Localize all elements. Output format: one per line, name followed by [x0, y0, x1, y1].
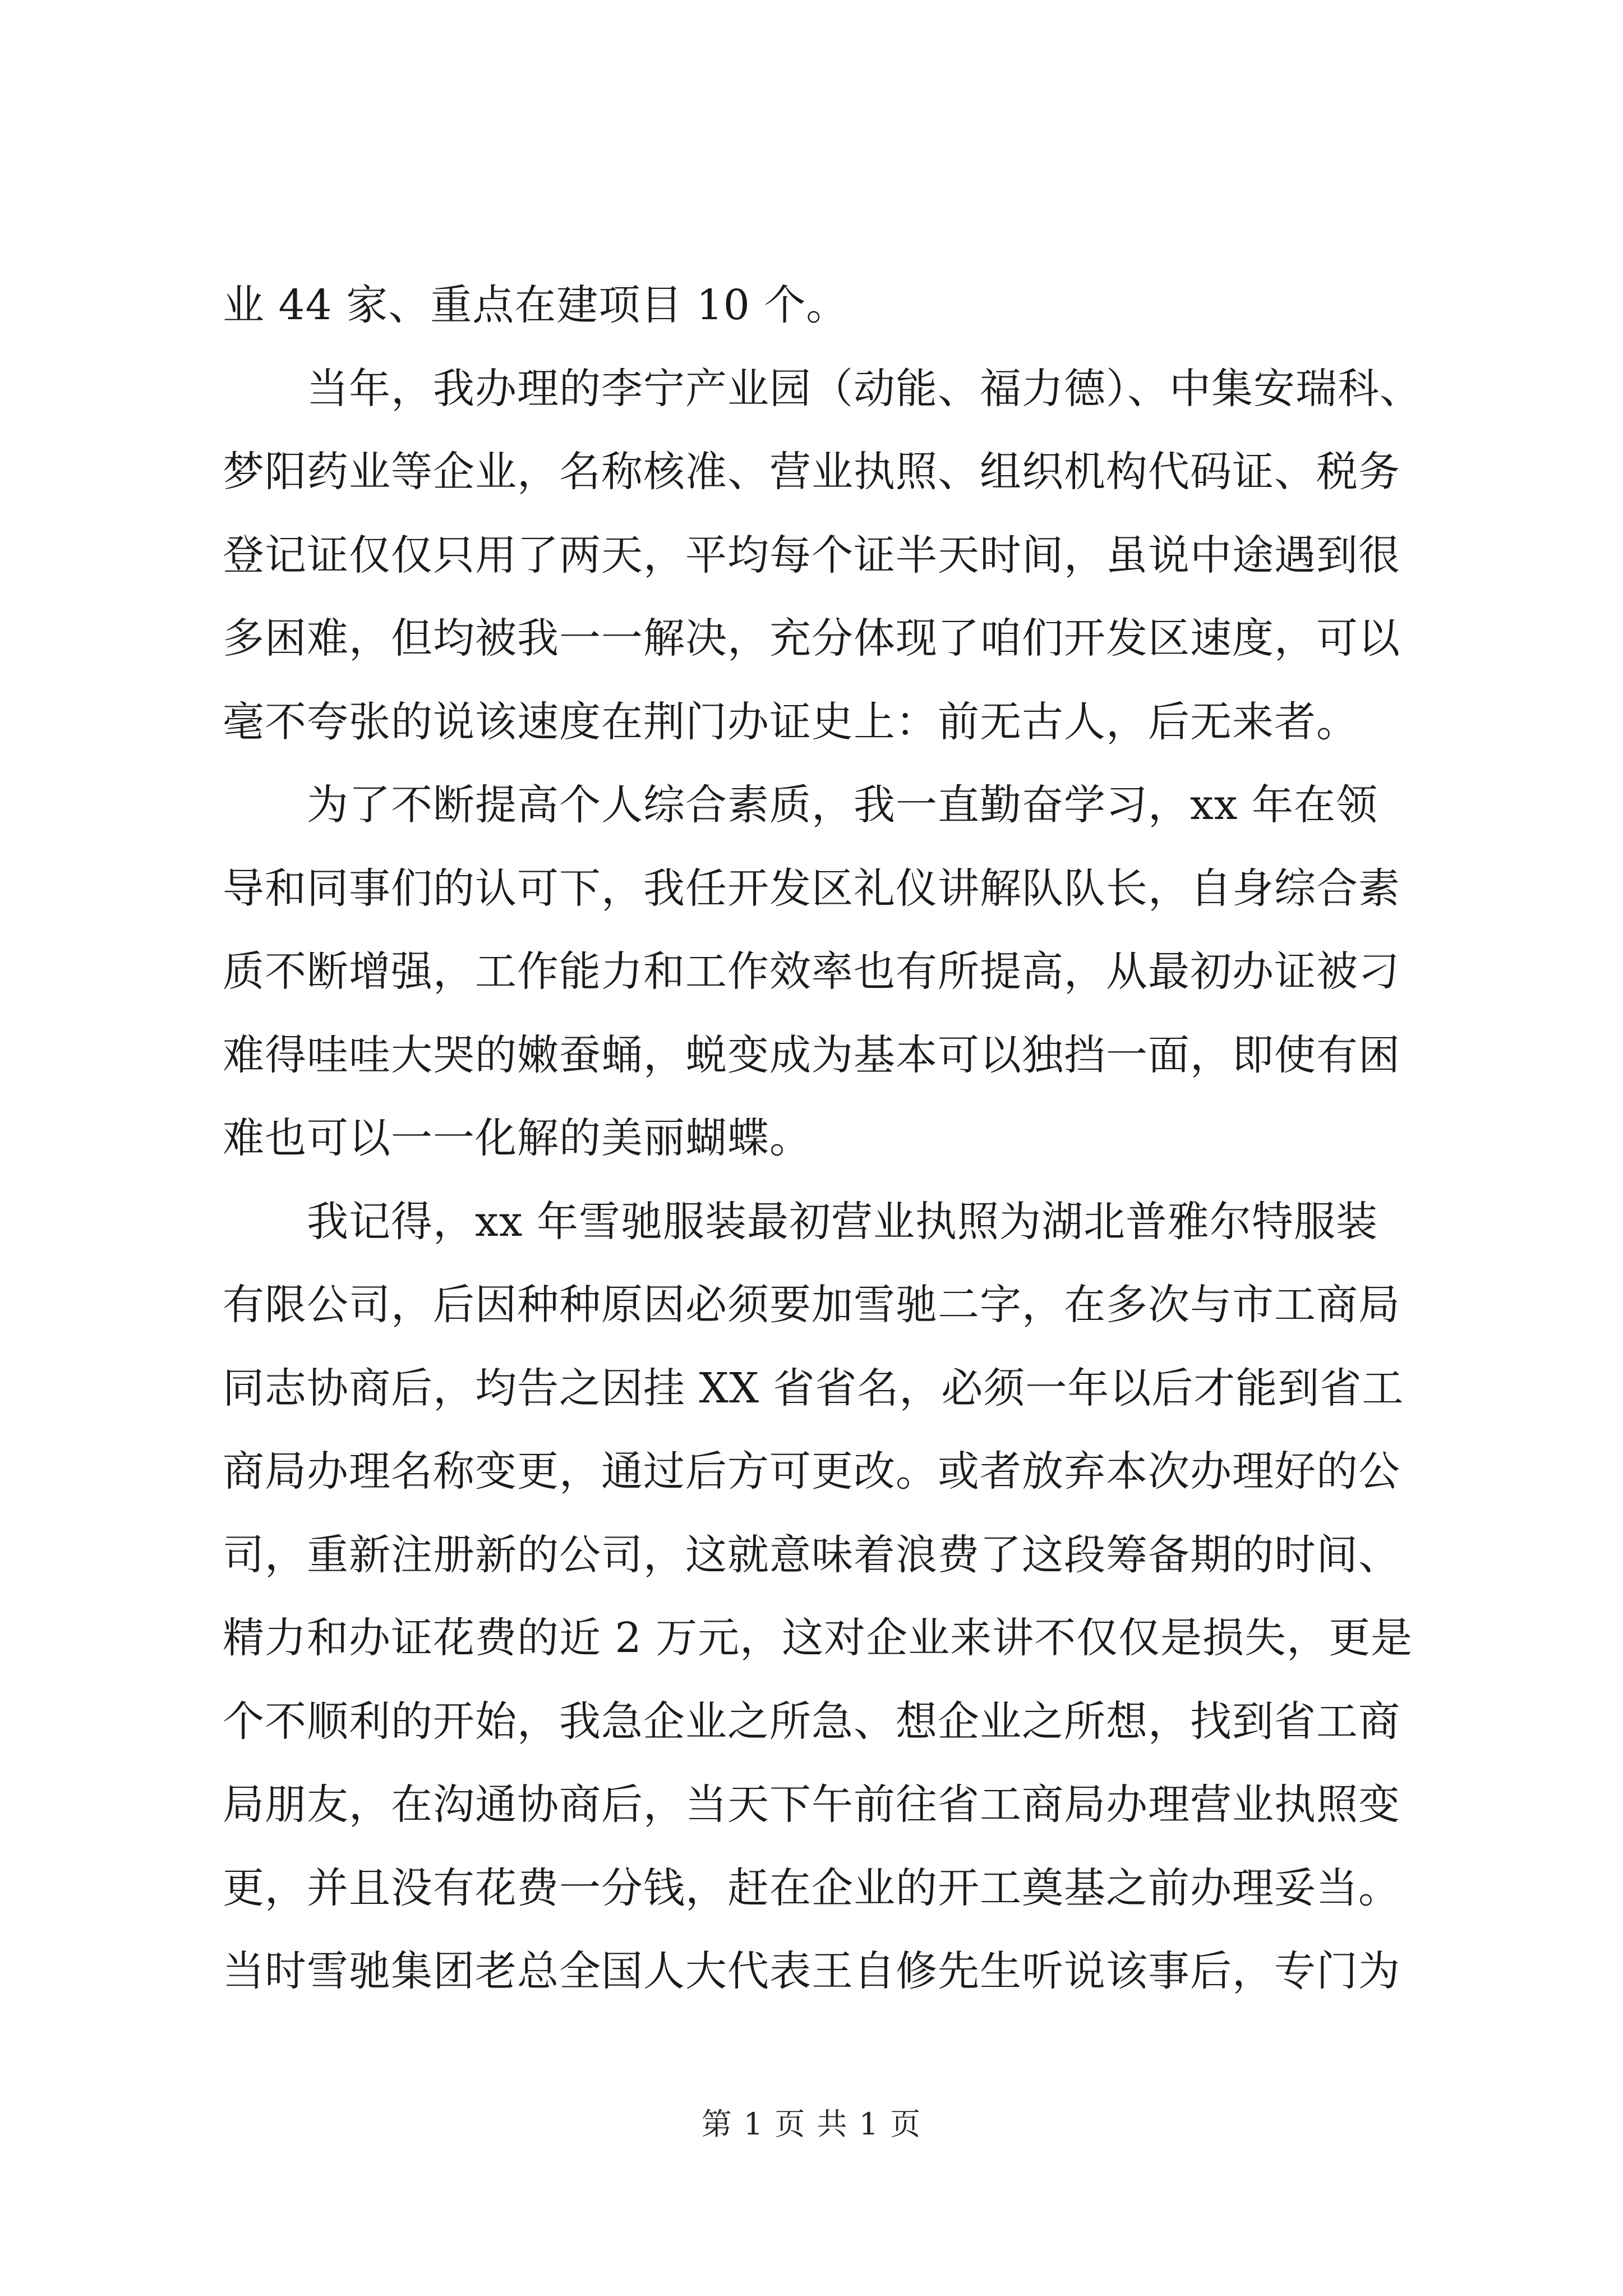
text-line: 质不断增强，工作能力和工作效率也有所提高，从最初办证被刁 [223, 947, 1400, 996]
text-line: 司，重新注册新的公司，这就意味着浪费了这段筹备期的时间、 [223, 1530, 1400, 1579]
text-line: 当时雪驰集团老总全国人大代表王自修先生听说该事后，专门为 [223, 1947, 1400, 1995]
body-text [223, 264, 1428, 2013]
text-line: 梦阳药业等企业，名称核准、营业执照、组织机构代码证、税务 [223, 448, 1400, 496]
text-line: 当年，我办理的李宁产业园（动能、福力德）、中集安瑞科、 [223, 364, 1422, 413]
text-line: 业 44 家、重点在建项目 10 个。 [223, 281, 849, 329]
text-line: 个不顺利的开始，我急企业之所急、想企业之所想，找到省工商 [223, 1697, 1400, 1746]
text-line: 导和同事们的认可下，我任开发区礼仪讲解队队长，自身综合素 [223, 864, 1400, 913]
text-line: 为了不断提高个人综合素质，我一直勤奋学习，xx 年在领 [223, 781, 1378, 829]
text-line: 精力和办证花费的近 2 万元，这对企业来讲不仅仅是损失，更是 [223, 1614, 1413, 1662]
text-line: 更，并且没有花费一分钱，赶在企业的开工奠基之前办理妥当。 [223, 1864, 1400, 1912]
page-number: 第 1 页 共 1 页 [701, 2106, 922, 2142]
text-line: 登记证仅仅只用了两天，平均每个证半天时间，虽说中途遇到很 [223, 531, 1400, 579]
text-line: 难得哇哇大哭的嫩蚕蛹，蜕变成为基本可以独挡一面，即使有困 [223, 1030, 1400, 1079]
text-line: 我记得，xx 年雪驰服装最初营业执照为湖北普雅尔特服装 [223, 1197, 1378, 1246]
text-line: 难也可以一一化解的美丽蝴蝶。 [223, 1114, 811, 1162]
text-line: 商局办理名称变更，通过后方可更改。或者放弃本次办理好的公 [223, 1447, 1400, 1496]
text-line: 同志协商后，均告之因挂 XX 省省名，必须一年以后才能到省工 [223, 1364, 1404, 1412]
text-line: 毫不夸张的说该速度在荆门办证史上：前无古人，后无来者。 [223, 697, 1358, 746]
text-line: 多困难，但均被我一一解决，充分体现了咱们开发区速度，可以 [223, 614, 1400, 662]
text-line: 有限公司，后因种种原因必须要加雪驰二字，在多次与市工商局 [223, 1281, 1400, 1329]
text-line: 局朋友，在沟通协商后，当天下午前往省工商局办理营业执照变 [223, 1780, 1400, 1829]
page-footer [0, 2105, 1623, 2144]
